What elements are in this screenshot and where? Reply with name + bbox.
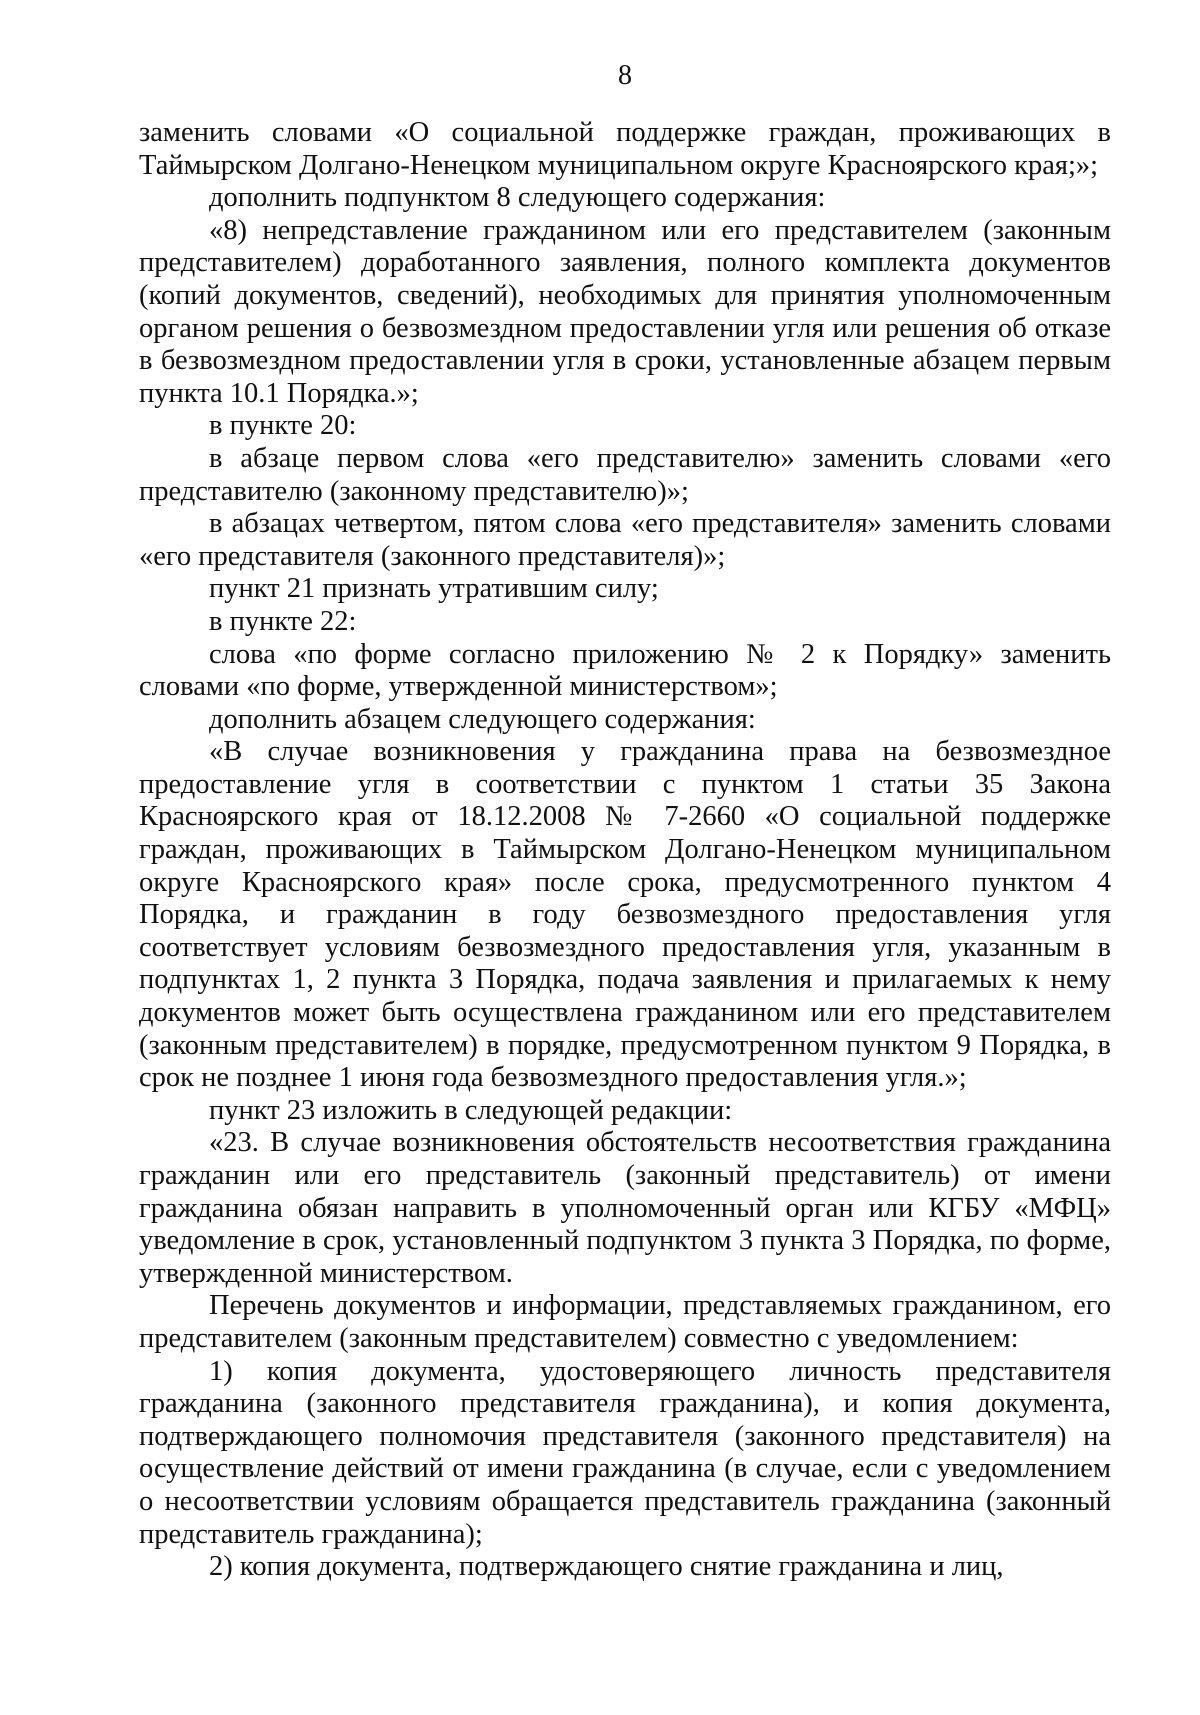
paragraph: в абзацах четвертом, пятом слова «его представителя» заменить словами «его представителя (законного представителя)»; — [139, 508, 1111, 572]
paragraph: в пункте 20: — [209, 410, 357, 442]
paragraph: «23. В случае возникновения обстоятельств несоответствия гражданина гражданин или его представитель (законный представитель) от имени гражданина обязан направить в уполномоченный орган или КГБУ «МФЦ» уведомление в срок, установленный подпунктом 3 пункта 3 Порядка, по форме, утвержденной министерством. — [139, 1127, 1111, 1289]
paragraph: слова «по форме согласно приложению № 2 к Порядку» заменить словами «по форме, утвержденной министерством»; — [139, 638, 1111, 703]
paragraph: в пункте 22: — [209, 605, 357, 637]
paragraph: дополнить абзацем следующего содержания: — [209, 703, 756, 735]
paragraph: Перечень документов и информации, представляемых гражданином, его представителем (законным представителем) совместно с уведомлением: — [139, 1290, 1111, 1354]
paragraph: пункт 21 признать утратившим силу; — [209, 573, 659, 605]
paragraph: 2) копия документа, подтверждающего снятие гражданина и лиц, — [209, 1551, 1004, 1583]
document-body — [139, 117, 1111, 1584]
page-number: 8 — [618, 60, 632, 91]
paragraph: в абзаце первом слова «его представителю» заменить словами «его представителю (законному представителю)»; — [139, 442, 1111, 507]
paragraph: заменить словами «О социальной поддержке граждан, проживающих в Таймырском Долгано-Ненецком муниципальном округе Красноярского края;»; — [139, 117, 1111, 181]
paragraph: «8) непредставление гражданином или его представителем (законным представителем) доработанного заявления, полного комплекта документов (копий документов, сведений), необходимых для принятия уполномоченным органом решения о безвозмездном предоставлении угля или решения об отказе в безвозмездном предоставлении угля в сроки, установленные абзацем первым пункта 10.1 Порядка.»; — [139, 214, 1111, 409]
paragraph: пункт 23 изложить в следующей редакции: — [209, 1094, 733, 1126]
paragraph: «В случае возникновения у гражданина права на безвозмездное предоставление угля в соответствии с пунктом 1 статьи 35 Закона Красноярского края от 18.12.2008 № 7-2660 «О социальной поддержке граждан, проживающих в Таймырском Долгано-Ненецком муниципальном округе Красноярского края» после срока, предусмотренного пунктом 4 Порядка, и гражданин в году безвозмездного предоставления угля соответствует условиям безвозмездного предоставления угля, указанным в подпунктах 1, 2 пункта 3 Порядка, подача заявления и прилагаемых к нему документов может быть осуществлена гражданином или его представителем (законным представителем) в порядке, предусмотренном пунктом 9 Порядка, в срок не позднее 1 июня года безвозмездного предоставления угля.»; — [139, 736, 1111, 1094]
paragraph: дополнить подпунктом 8 следующего содержания: — [209, 182, 826, 214]
paragraph: 1) копия документа, удостоверяющего личность представителя гражданина (законного представителя гражданина), и копия документа, подтверждающего полномочия представителя (законного представителя) на осуществление действий от имени гражданина (в случае, если с уведомлением о несоответствии условиям обращается представитель гражданина (законный представитель гражданина); — [139, 1355, 1111, 1550]
